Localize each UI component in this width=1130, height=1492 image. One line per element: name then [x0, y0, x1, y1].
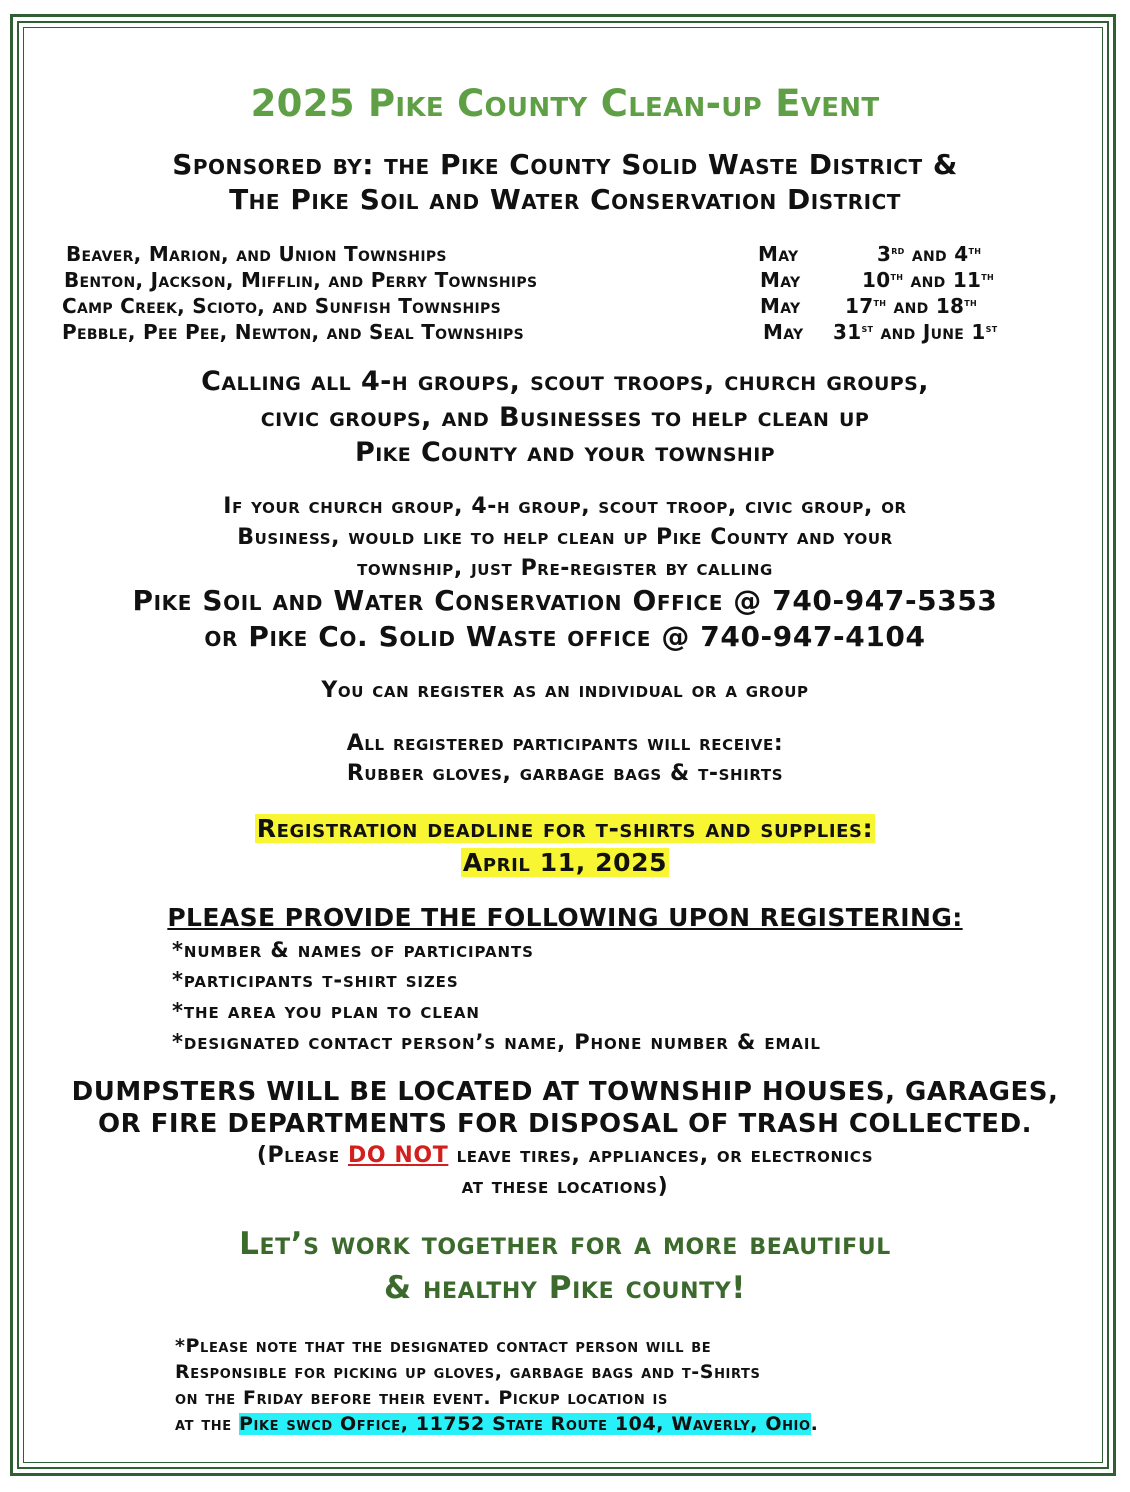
sponsor-line-1: Sponsored by: the Pike County Solid Waste District &	[172, 148, 958, 181]
requirement-item-3: *the area you plan to clean	[172, 999, 480, 1023]
note-line-3: on the Friday before their event. Pickup location is	[175, 1387, 668, 1409]
page-title: 2025 Pike County Clean-up Event	[250, 82, 880, 125]
receive-line-1: All registered participants will receive:	[346, 731, 784, 756]
closing-line-2: & healthy Pike county!	[384, 1270, 746, 1306]
sponsor-line-2: The Pike Soil and Water Conservation District	[229, 183, 901, 216]
calling-line-1: Calling all 4-h groups, scout troops, church groups,	[201, 366, 929, 397]
phone-line-2: or Pike Co. Solid Waste office @ 740-947-4104	[204, 620, 926, 653]
dumpsters-line-2: OR FIRE DEPARTMENTS FOR DISPOSAL OF TRASH COLLECTED.	[97, 1109, 1033, 1139]
calling-line-3: Pike County and your township	[355, 437, 775, 468]
requirement-item-4: *designated contact person’s name, Phone number & email	[172, 1030, 821, 1054]
register-info-line-1: If your church group, 4-h group, scout troop, civic group, or	[223, 494, 907, 519]
schedule-townships-3: Camp Creek, Scioto, and Sunfish Townships	[62, 294, 501, 318]
schedule-month-4: May	[763, 320, 804, 344]
schedule-month-1: May	[758, 242, 799, 266]
schedule-month-2: May	[760, 268, 801, 292]
individual-text: You can register as an individual or a group	[321, 678, 809, 703]
pickup-address: Pike swcd Office, 11752 State Route 104, Waverly, Ohio	[238, 1413, 811, 1435]
note-line-2: Responsible for picking up gloves, garbage bags and t-Shirts	[175, 1361, 761, 1383]
note-line-4: at the Pike swcd Office, 11752 State Route 104, Waverly, Ohio.	[175, 1413, 819, 1435]
schedule-dates-4: 31st and June 1st	[833, 320, 998, 344]
schedule-townships-4: Pebble, Pee Pee, Newton, and Seal Townships	[62, 320, 524, 344]
schedule-dates-3: 17th and 18th	[845, 294, 978, 318]
schedule-townships-1: Beaver, Marion, and Union Townships	[66, 242, 447, 266]
schedule-townships-2: Benton, Jackson, Mifflin, and Perry Townships	[64, 268, 538, 292]
requirement-item-1: *number & names of participants	[172, 938, 534, 962]
note-line-1: *Please note that the designated contact person will be	[175, 1335, 712, 1357]
receive-line-2: Rubber gloves, garbage bags & t-shirts	[346, 761, 784, 786]
schedule-dates-2: 10th and 11th	[862, 268, 995, 292]
requirement-item-2: *participants t-shirt sizes	[172, 968, 459, 992]
dumpsters-line-1: DUMPSTERS WILL BE LOCATED AT TOWNSHIP HOUSES, GARAGES,	[71, 1077, 1059, 1107]
closing-line-1: Let’s work together for a more beautiful	[239, 1226, 891, 1262]
register-info-line-3: township, just Pre-register by calling	[357, 556, 773, 581]
dumpsters-line-3: (Please DO NOT leave tires, appliances, or electronics	[256, 1143, 874, 1168]
calling-line-2: civic groups, and Businesses to help clean up	[260, 402, 870, 433]
phone-line-1: Pike Soil and Water Conservation Office @ 740-947-5353	[132, 584, 998, 617]
do-not-warning: DO NOT	[347, 1143, 449, 1168]
schedule-month-3: May	[760, 294, 801, 318]
dumpsters-line-4: at these locations)	[461, 1174, 669, 1199]
deadline-line-1: Registration deadline for t-shirts and supplies:	[256, 814, 874, 843]
requirements-heading: PLEASE PROVIDE THE FOLLOWING UPON REGISTERING:	[167, 903, 963, 932]
deadline-line-2: April 11, 2025	[462, 848, 668, 877]
register-info-line-2: Business, would like to help clean up Pike County and your	[237, 525, 893, 550]
schedule-dates-1: 3rd and 4th	[877, 242, 982, 266]
